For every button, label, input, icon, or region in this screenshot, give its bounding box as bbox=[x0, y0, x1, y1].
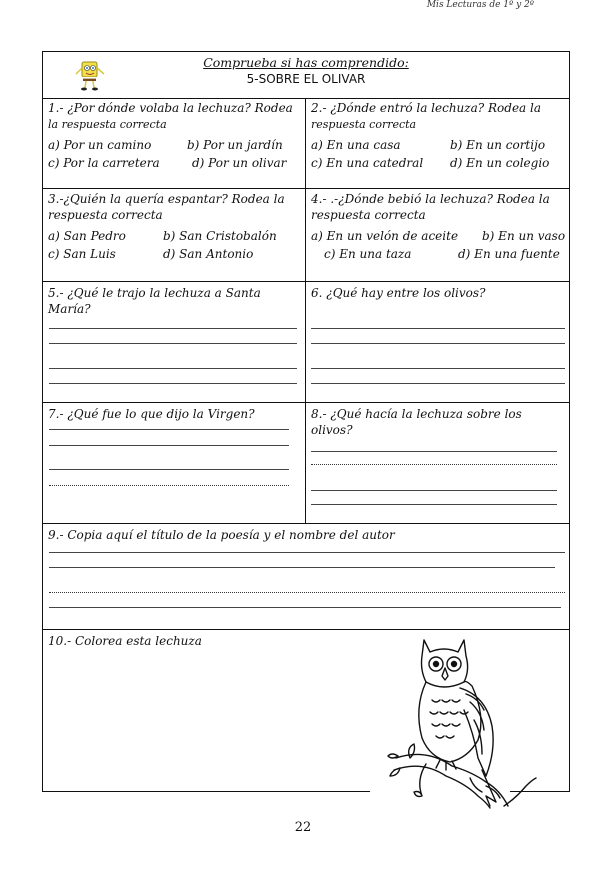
q5-answer-line[interactable] bbox=[49, 368, 297, 369]
question-7-text: 7.- ¿Qué fue lo que dijo la Virgen? bbox=[48, 407, 255, 421]
q2-option-b[interactable]: b) En un cortijo bbox=[450, 138, 546, 152]
q8-answer-line[interactable] bbox=[311, 451, 557, 452]
sponge-character-icon bbox=[73, 58, 107, 92]
q1-option-c[interactable]: c) Por la carretera bbox=[48, 156, 160, 170]
q5-answer-line[interactable] bbox=[49, 343, 297, 344]
q9-answer-line[interactable] bbox=[49, 592, 565, 593]
owl-on-branch-icon[interactable] bbox=[386, 630, 538, 810]
q4-option-a[interactable]: a) En un velón de aceite bbox=[311, 229, 459, 243]
q7-answer-line[interactable] bbox=[49, 485, 289, 486]
question-2-text: 2.- ¿Dónde entró la lechuza? Rodea la bbox=[311, 101, 542, 115]
q4-option-b[interactable]: b) En un vaso bbox=[482, 229, 566, 243]
page-number: 22 bbox=[294, 820, 312, 835]
q9-answer-line[interactable] bbox=[49, 607, 561, 608]
question-4-cell bbox=[311, 191, 569, 281]
question-9-cell bbox=[48, 527, 568, 629]
question-8-text-cont: olivos? bbox=[311, 423, 353, 437]
question-1-cell bbox=[48, 100, 303, 188]
question-6-text: 6. ¿Qué hay entre los olivos? bbox=[311, 286, 486, 300]
q6-answer-line[interactable] bbox=[311, 343, 565, 344]
q7-answer-line[interactable] bbox=[49, 429, 289, 430]
question-3-text: 3.-¿Quién la quería espantar? Rodea la bbox=[48, 192, 285, 206]
q3-option-d[interactable]: d) San Antonio bbox=[163, 247, 254, 261]
q3-option-a[interactable]: a) San Pedro bbox=[48, 229, 126, 243]
question-1-instruction: la respuesta correcta bbox=[48, 118, 167, 131]
q3-option-c[interactable]: c) San Luis bbox=[48, 247, 116, 261]
q1-option-d[interactable]: d) Por un olivar bbox=[192, 156, 287, 170]
question-10-text: 10.- Colorea esta lechuza bbox=[48, 634, 202, 648]
q3-option-b[interactable]: b) San Cristobalón bbox=[163, 229, 277, 243]
q9-answer-line[interactable] bbox=[49, 567, 555, 568]
worksheet-subtitle: 5-SOBRE EL OLIVAR bbox=[246, 72, 366, 86]
q6-answer-line[interactable] bbox=[311, 328, 565, 329]
q6-answer-line[interactable] bbox=[311, 383, 565, 384]
q6-answer-line[interactable] bbox=[311, 368, 565, 369]
q4-option-c[interactable]: c) En una taza bbox=[324, 247, 412, 261]
q8-answer-line[interactable] bbox=[311, 504, 557, 505]
q2-option-c[interactable]: c) En una catedral bbox=[311, 156, 424, 170]
question-4-text: 4.- .-¿Dónde bebió la lechuza? Rodea la bbox=[311, 192, 550, 206]
question-3-cell bbox=[48, 191, 303, 281]
q1-option-a[interactable]: a) Por un camino bbox=[48, 138, 152, 152]
question-8-text: 8.- ¿Qué hacía la lechuza sobre los bbox=[311, 407, 522, 421]
q1-option-b[interactable]: b) Por un jardín bbox=[187, 138, 283, 152]
q7-answer-line[interactable] bbox=[49, 469, 289, 470]
question-4-instruction: respuesta correcta bbox=[311, 208, 426, 222]
q9-answer-line[interactable] bbox=[49, 552, 565, 553]
q2-option-d[interactable]: d) En un colegio bbox=[450, 156, 550, 170]
q5-answer-line[interactable] bbox=[49, 328, 297, 329]
series-header: Mis Lecturas de 1º y 2º bbox=[426, 0, 534, 10]
q5-answer-line[interactable] bbox=[49, 383, 297, 384]
q4-option-d[interactable]: d) En una fuente bbox=[458, 247, 560, 261]
q8-answer-line[interactable] bbox=[311, 464, 557, 465]
q2-option-a[interactable]: a) En una casa bbox=[311, 138, 401, 152]
question-1-text: 1.- ¿Por dónde volaba la lechuza? Rodea bbox=[48, 101, 293, 115]
q7-answer-line[interactable] bbox=[49, 445, 289, 446]
q8-answer-line[interactable] bbox=[311, 490, 557, 491]
question-2-cell bbox=[311, 100, 569, 188]
question-2-instruction: respuesta correcta bbox=[311, 118, 417, 131]
worksheet-heading: Comprueba si has comprendido: bbox=[203, 55, 409, 70]
question-5-text-cont: María? bbox=[48, 302, 91, 316]
question-7-cell bbox=[48, 406, 303, 523]
title-cell bbox=[43, 52, 569, 98]
question-9-text: 9.- Copia aquí el título de la poesía y el nombre del autor bbox=[48, 528, 395, 542]
question-5-text: 5.- ¿Qué le trajo la lechuza a Santa bbox=[48, 286, 261, 300]
question-3-instruction: respuesta correcta bbox=[48, 208, 163, 222]
